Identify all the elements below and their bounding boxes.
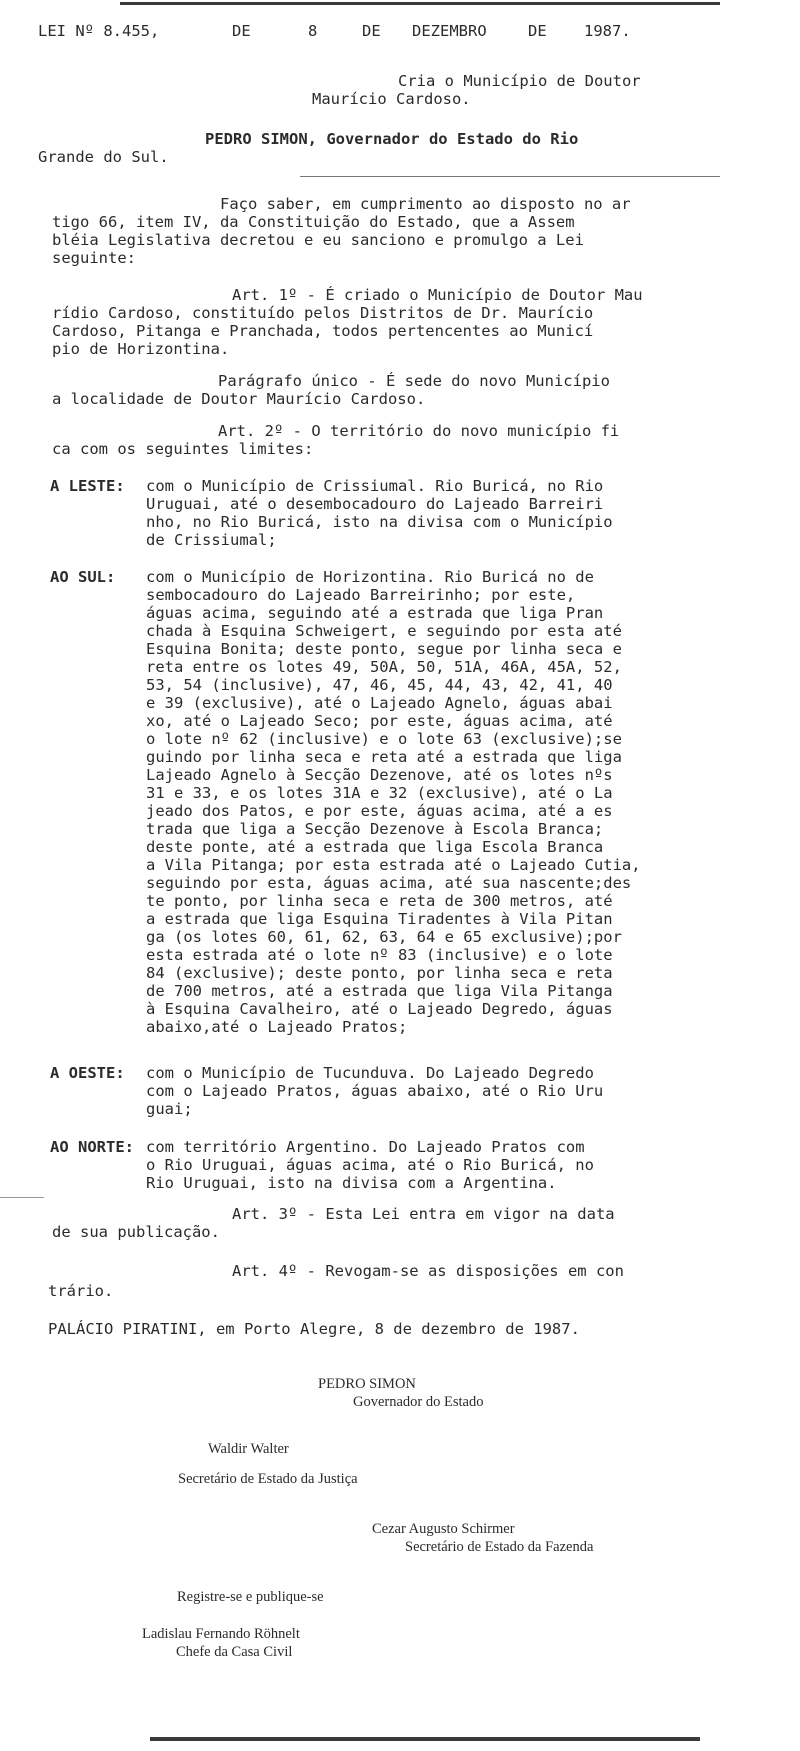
sul-line-24: de 700 metros, até a estrada que liga Vila Pitanga [146, 982, 613, 1000]
governor-signature-name: PEDRO SIMON [318, 1376, 416, 1392]
header-de-2: DE [362, 22, 381, 40]
norte-line-3: Rio Uruguai, isto na divisa com a Argentina. [146, 1174, 557, 1192]
civil-house-chief-name: Ladislau Fernando Röhnelt [142, 1626, 300, 1642]
paragrafo-line-2: a localidade de Doutor Maurício Cardoso. [52, 390, 426, 408]
palacio-line: PALÁCIO PIRATINI, em Porto Alegre, 8 de dezembro de 1987. [48, 1320, 580, 1338]
sul-line-14: jeado dos Patos, e por este, águas acima, até a es [146, 802, 613, 820]
sul-line-21: ga (os lotes 60, 61, 62, 63, 64 e 65 exclusive);por [146, 928, 622, 946]
norte-label: AO NORTE: [50, 1138, 134, 1156]
governor-intro-line-2: Grande do Sul. [38, 148, 169, 166]
oeste-line-2: com o Lajeado Pratos, águas abaixo, até o Rio Uru [146, 1082, 604, 1100]
sul-line-5: Esquina Bonita; deste ponto, segue por linha seca e [146, 640, 622, 658]
art1-line-1: Art. 1º - É criado o Município de Doutor Mau [232, 286, 643, 304]
law-number: LEI Nº 8.455, [38, 22, 160, 40]
header-month: DEZEMBRO [412, 22, 487, 40]
ementa-line-2: Maurício Cardoso. [312, 90, 471, 108]
oeste-label: A OESTE: [50, 1064, 125, 1082]
art3-line-1: Art. 3º - Esta Lei entra em vigor na data [232, 1205, 615, 1223]
sul-line-7: 53, 54 (inclusive), 47, 46, 45, 44, 43, 42, 41, 40 [146, 676, 613, 694]
art4-line-2: trário. [48, 1282, 114, 1300]
art4-line-1: Art. 4º - Revogam-se as disposições em con [232, 1262, 624, 1280]
sul-line-10: o lote nº 62 (inclusive) e o lote 63 (exclusive);se [146, 730, 622, 748]
leste-line-1: com o Município de Crissiumal. Rio Buricá, no Rio [146, 477, 604, 495]
norte-line-2: o Rio Uruguai, águas acima, até o Rio Buricá, no [146, 1156, 594, 1174]
leste-line-2: Uruguai, até o desembocadouro do Lajeado Barreiri [146, 495, 604, 513]
preamble-line-4: seguinte: [52, 249, 136, 267]
civil-house-chief-title: Chefe da Casa Civil [176, 1644, 293, 1660]
governor-signature-title: Governador do Estado [353, 1394, 484, 1410]
leste-line-3: nho, no Rio Buricá, isto na divisa com o Município [146, 513, 613, 531]
art1-line-3: Cardoso, Pitanga e Pranchada, todos pertencentes ao Municí [52, 322, 594, 340]
sul-line-25: à Esquina Cavalheiro, até o Lajeado Degredo, águas [146, 1000, 613, 1018]
sul-line-2: sembocadouro do Lajeado Barreirinho; por este, [146, 586, 576, 604]
margin-mark [0, 1197, 44, 1198]
sul-line-23: 84 (exclusive); deste ponto, por linha seca e reta [146, 964, 613, 982]
sul-line-1: com o Município de Horizontina. Rio Buricá no de [146, 568, 594, 586]
preamble-line-1: Faço saber, em cumprimento ao disposto no ar [220, 195, 631, 213]
art2-line-2: ca com os seguintes limites: [52, 440, 314, 458]
preamble-line-2: tigo 66, item IV, da Constituição do Estado, que a Assem [52, 213, 575, 231]
sul-line-11: guindo por linha seca e reta até a estrada que liga [146, 748, 622, 766]
sul-line-3: águas acima, seguindo até a estrada que liga Pran [146, 604, 604, 622]
header-year: 1987. [584, 22, 631, 40]
justice-secretary-title: Secretário de Estado da Justiça [178, 1471, 358, 1487]
art2-line-1: Art. 2º - O território do novo município fi [218, 422, 620, 440]
paragrafo-line-1: Parágrafo único - É sede do novo Município [218, 372, 610, 390]
sul-line-19: te ponto, por linha seca e reta de 300 metros, até [146, 892, 613, 910]
sul-line-6: reta entre os lotes 49, 50A, 50, 51A, 46A, 45A, 52, [146, 658, 622, 676]
leste-line-4: de Crissiumal; [146, 531, 277, 549]
header-divider [300, 176, 720, 177]
art3-line-2: de sua publicação. [52, 1223, 220, 1241]
preamble-line-3: bléia Legislativa decretou e eu sanciono e promulgo a Lei [52, 231, 584, 249]
finance-secretary-name: Cezar Augusto Schirmer [372, 1521, 515, 1537]
art1-line-2: rídio Cardoso, constituído pelos Distritos de Dr. Maurício [52, 304, 594, 322]
header-de-1: DE [232, 22, 251, 40]
norte-line-1: com território Argentino. Do Lajeado Pratos com [146, 1138, 585, 1156]
sul-line-8: e 39 (exclusive), até o Lajeado Agnelo, águas abai [146, 694, 613, 712]
governor-intro-line-1: PEDRO SIMON, Governador do Estado do Rio [205, 130, 579, 148]
finance-secretary-title: Secretário de Estado da Fazenda [405, 1539, 594, 1555]
sul-line-4: chada à Esquina Schweigert, e seguindo por esta até [146, 622, 622, 640]
top-rule [120, 2, 720, 5]
sul-line-22: esta estrada até o lote nº 83 (inclusive) e o lote [146, 946, 613, 964]
ementa-line-1: Cria o Município de Doutor [398, 72, 641, 90]
oeste-line-1: com o Município de Tucunduva. Do Lajeado Degredo [146, 1064, 594, 1082]
registre-line: Registre-se e publique-se [177, 1589, 324, 1605]
oeste-line-3: guai; [146, 1100, 193, 1118]
sul-line-20: a estrada que liga Esquina Tiradentes à Vila Pitan [146, 910, 613, 928]
sul-line-26: abaixo,até o Lajeado Pratos; [146, 1018, 408, 1036]
sul-line-16: deste ponte, até a estrada que liga Escola Branca [146, 838, 604, 856]
header-de-3: DE [528, 22, 547, 40]
sul-line-15: trada que liga a Secção Dezenove à Escola Branca; [146, 820, 604, 838]
sul-line-18: seguindo por esta, águas acima, até sua nascente;des [146, 874, 632, 892]
header-day: 8 [308, 22, 318, 40]
sul-line-17: a Vila Pitanga; por esta estrada até o Lajeado Cutia, [146, 856, 641, 874]
sul-line-13: 31 e 33, e os lotes 31A e 32 (exclusive), até o La [146, 784, 613, 802]
sul-line-9: xo, até o Lajeado Seco; por este, águas acima, até [146, 712, 613, 730]
leste-label: A LESTE: [50, 477, 125, 495]
sul-line-12: Lajeado Agnelo à Secção Dezenove, até os lotes nºs [146, 766, 613, 784]
bottom-rule [150, 1737, 700, 1741]
justice-secretary-name: Waldir Walter [208, 1441, 289, 1457]
art1-line-4: pio de Horizontina. [52, 340, 230, 358]
sul-label: AO SUL: [50, 568, 116, 586]
